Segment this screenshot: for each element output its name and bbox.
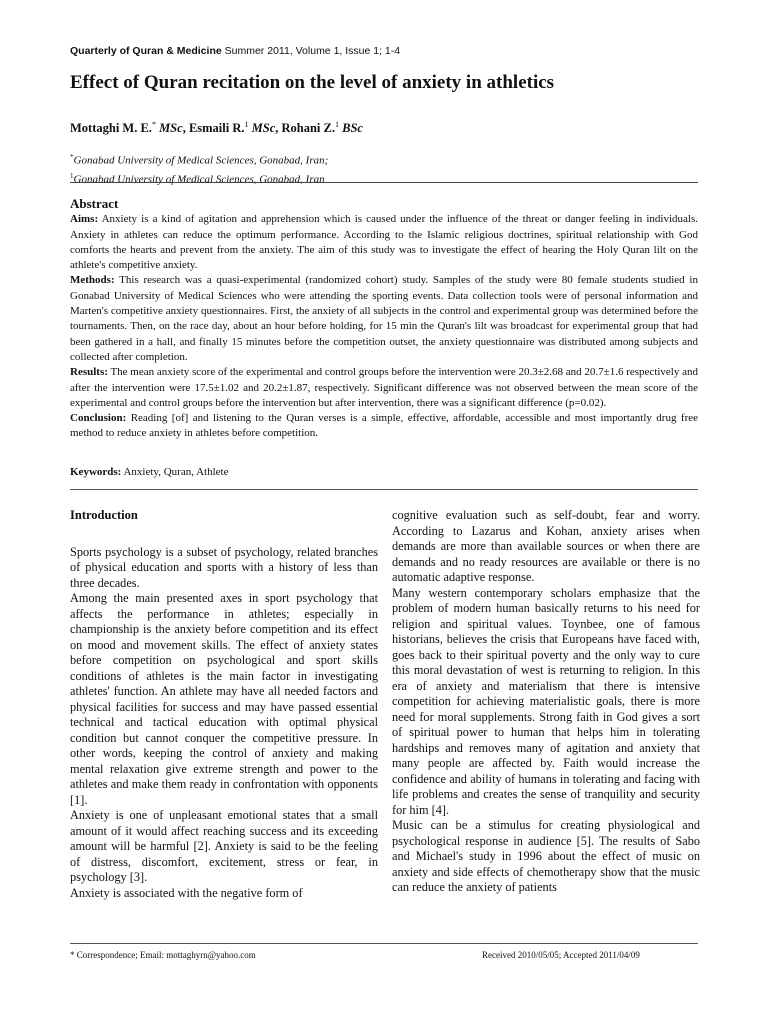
- journal-header: [70, 45, 400, 57]
- body-paragraph: Many western contemporary scholars emphasize that the problem of modern human basically returns to his need for religion and spiritual values. Toynbee, one of famous historians, believes the crisis that Europeans have faced with, goes back to their spiritual poverty and the only way to cure this moral devastation of west is returning to religion. In this era of anxiety and materialism that there is intensive competition for achieving materialistic goals, there is more need for moral supplements. Strong faith in God gives a sort of spiritual power to human that helps him in tolerating hardships and removes many of agitation and anxiety that many people are affected by. Faith would increase the confidence and ability of humans in tolerating and facing with life problems and creates the sense of tranquility and security for him [4].: [392, 585, 700, 817]
- author-sup: 1: [244, 120, 249, 129]
- affiliation-line: [70, 169, 328, 188]
- abstract-conclusion: [70, 411, 698, 442]
- abstract-results: [70, 365, 698, 411]
- abstract-block: [70, 196, 698, 442]
- section-label: Results:: [70, 366, 108, 379]
- body-paragraph: cognitive evaluation such as self-doubt, fear and worry. According to Lazarus and Kohan, anxiety arises when demands are more than available sources or when there are demands and no ready resources are available or there is no automatic adaptive response.: [392, 508, 700, 584]
- header-divider: [70, 182, 698, 183]
- abstract-divider: [70, 489, 698, 490]
- body-paragraph: Music can be a stimulus for creating physiological and psychological response in audience [5]. The results of Sabo and Michael's study in 1996 about the effect of music on anxiety and side effects of chemotherapy show that the music can reduce the anxiety of patients: [392, 818, 700, 894]
- affiliation-line: [70, 150, 328, 169]
- body-paragraph: Among the main presented axes in sport psychology that affects the performance in athletes; especially in championship is the anxiety before competition and its effect on mood and movement skills. The effect of anxiety states before competition on psychological and sport skills conditions of athletes is the main factor in investigating athletes' function. An athlete may have all needed factors and physical facilities for success and may have passed essential technical and tactical education with optimal physical condition but cannot conquer the competitive pressure. In other words, keeping the control of anxiety and making mental relaxation give extreme strength and power to the athletes and make them ready in confrontation with opponents [1].: [70, 591, 378, 807]
- section-text: This research was a quasi-experimental (randomized cohort) study. Samples of the study were 80 female students studied in Gonabad University of Medical Sciences who were attending the sporting events. Data collection tools were of personal information and Marten's competitive anxiety questionnaires. First, the anxiety of all subjects in the control and experimental group was determined before the tournaments. Then, on the race day, about an hour before holding, for 15 min the Quran's lilt was broadcast for experimental group that had been gathered in a hall, and finally 15 minutes before the competition outset, the anxiety questionnaire was distributed among subjects and collected after completion.: [70, 274, 698, 363]
- section-text: Anxiety is a kind of agitation and apprehension which is caused under the influence of the threat or danger feeling in individuals. Anxiety in athletes can reduce the optimum performance. According to the Islamic religious doctrines, spiritual relationship with God comforts the hearts and prevent from the anxiety. The aim of this study was to investigate the effect of hearing the Holy Quran lilt on the athlete's competitive anxiety.: [70, 213, 698, 272]
- author-name: Mottaghi M. E.: [70, 121, 152, 136]
- body-paragraph: Anxiety is one of unpleasant emotional states that a small amount of it would affect reaching success and its exceeding amount will be harmful [2]. Anxiety is said to be the feeling of distress, discomfort, excitement, stress or fear, in psychology [3].: [70, 808, 378, 884]
- body-paragraph: Anxiety is associated with the negative form of: [70, 885, 303, 900]
- author-degree: BSc: [342, 121, 363, 136]
- affiliation-sup: 1: [70, 171, 74, 180]
- keywords-text: Anxiety, Quran, Athlete: [123, 466, 229, 478]
- author-separator: ,: [182, 121, 189, 136]
- section-label: Methods:: [70, 274, 115, 287]
- section-text: Reading [of] and listening to the Quran verses is a simple, effective, affordable, accessible and most importantly drug free method to reduce anxiety in athletes before competition.: [70, 412, 699, 440]
- section-label: Aims:: [70, 213, 99, 226]
- abstract-heading: Abstract: [70, 196, 119, 211]
- affiliation-text: Gonabad University of Medical Sciences, Gonabad, Iran: [73, 173, 325, 186]
- correspondence-note: * Correspondence; Email: mottaghyrn@yahoo.com: [70, 950, 256, 960]
- journal-name: Quarterly of Quran & Medicine: [70, 45, 222, 57]
- abstract-aims: [70, 212, 698, 273]
- affiliation-text: Gonabad University of Medical Sciences, Gonabad, Iran;: [73, 154, 329, 167]
- author-sup: *: [151, 120, 156, 129]
- issue-info: Summer 2011, Volume 1, Issue 1; 1-4: [224, 45, 401, 57]
- received-accepted-dates: Received 2010/05/05; Accepted 2011/04/09: [482, 950, 640, 960]
- keywords-label: Keywords:: [70, 466, 122, 478]
- author-name: Esmaili R.: [188, 121, 245, 136]
- author-degree: MSc: [251, 121, 276, 136]
- body-column-right: [392, 508, 700, 896]
- author-separator: ,: [275, 121, 282, 136]
- author-degree: MSc: [159, 121, 183, 136]
- author-sup: 1: [335, 120, 339, 129]
- affiliation-sup: *: [70, 153, 74, 161]
- footer-divider: [70, 943, 698, 944]
- section-label: Conclusion:: [70, 412, 127, 425]
- paper-title: Effect of Quran recitation on the level of anxiety in athletics: [70, 72, 555, 93]
- body-paragraph: Sports psychology is a subset of psychology, related branches of physical education and sports with a history of less than three decades.: [70, 544, 378, 590]
- introduction-heading: Introduction: [70, 508, 138, 522]
- keywords: [70, 466, 228, 478]
- abstract-methods: [70, 273, 698, 365]
- body-column-left: [70, 508, 378, 901]
- author-name: Rohani Z.: [281, 121, 335, 136]
- section-text: The mean anxiety score of the experimental and control groups before the intervention were 20.3±2.68 and 20.7±1.6 respectively and after the intervention were 17.5±1.02 and 20.2±1.87, respectively. Significant difference was not observed between the mean score of the experimental and control groups before the intervention but after intervention, there was a significant difference (p=0.02).: [70, 366, 698, 409]
- author-list: [70, 120, 363, 136]
